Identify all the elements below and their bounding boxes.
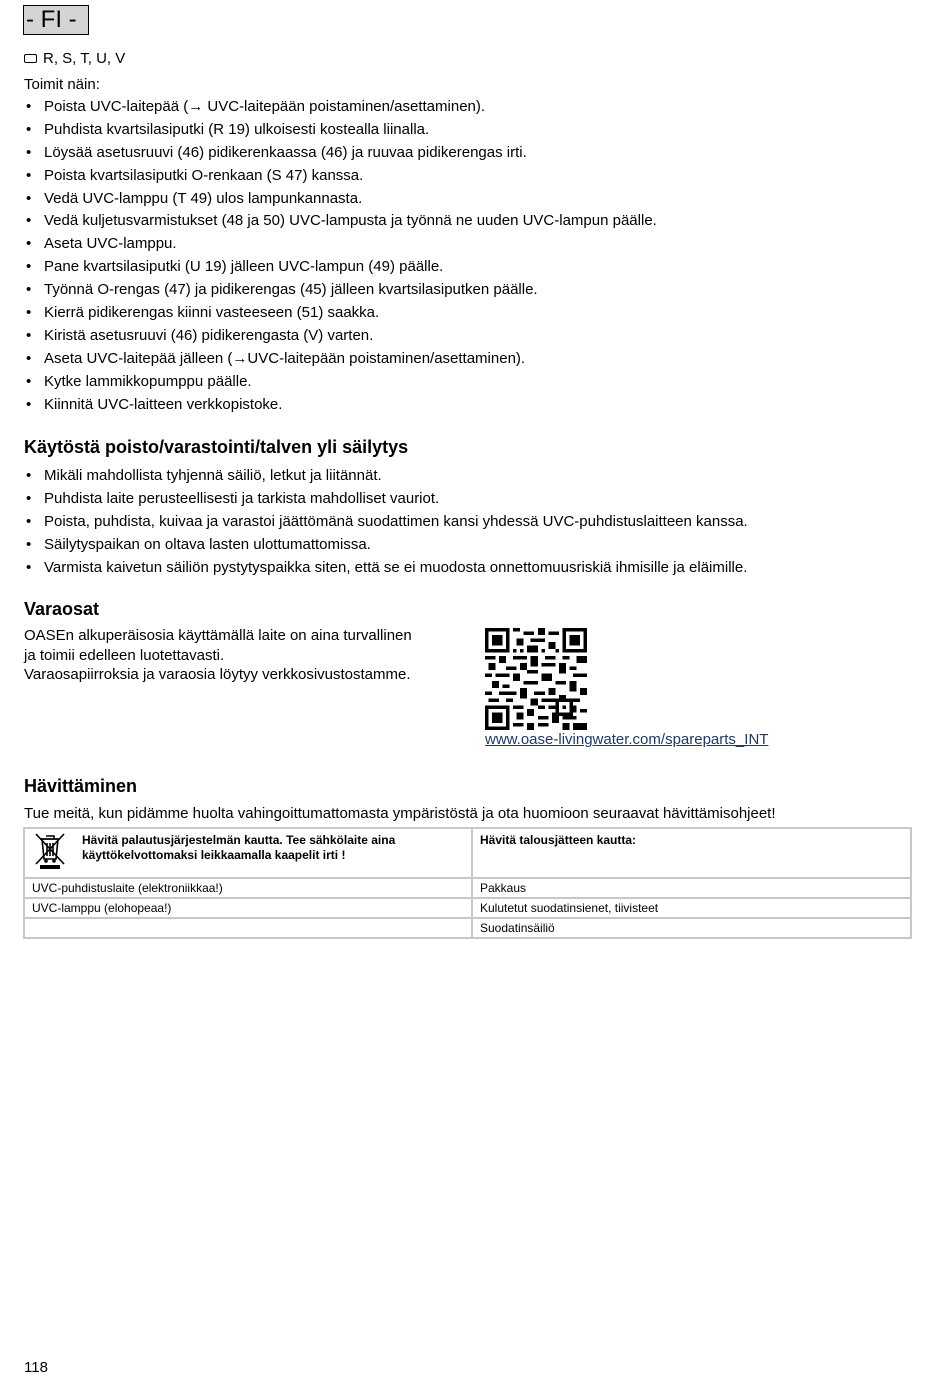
- spareparts-link[interactable]: www.oase-livingwater.com/spareparts_INT: [485, 731, 769, 748]
- table-cell: Suodatinsäiliö: [472, 918, 911, 938]
- disposal-table: [23, 827, 912, 939]
- list-item: • Kierrä pidikerengas kiinni vasteeseen (51) saakka.: [26, 304, 380, 322]
- table-cell: Hävitä talousjätteen kautta:: [472, 828, 911, 878]
- figure-box-icon: [24, 54, 37, 63]
- list-item: • Säilytyspaikan on oltava lasten ulottumattomissa.: [26, 535, 371, 553]
- list-item: • Varmista kaivetun säiliön pystytyspaikka siten, että se ei muodosta onnettomuusriskiä ihmisille ja eläimille.: [26, 558, 748, 576]
- spareparts-heading: Varaosat: [24, 599, 100, 619]
- list-item: • Mikäli mahdollista tyhjennä säiliö, letkut ja liitännät.: [26, 467, 382, 484]
- qr-code-icon[interactable]: [485, 628, 587, 730]
- spareparts-text: OASEn alkuperäisosia käyttämällä laite on aina turvallinen ja toimii edelleen luotettavasti. Varaosapiirroksia ja varaosia löytyy verkkosivustostamme.: [24, 627, 412, 683]
- figure-reference-text: R, S, T, U, V: [43, 50, 126, 67]
- table-cell: UVC-puhdistuslaite (elektroniikkaa!): [24, 878, 472, 898]
- disposal-heading: Hävittäminen: [24, 776, 138, 796]
- table-cell: Kulutetut suodatinsienet, tiivisteet: [472, 898, 911, 918]
- table-cell: UVC-lamppu (elohopeaa!): [24, 898, 472, 918]
- list-item: • Poista UVC-laitepää (→ UVC-laitepään poistaminen/asettaminen).: [26, 98, 486, 115]
- page-number: 118: [24, 1359, 48, 1376]
- table-cell: Pakkaus: [472, 878, 911, 898]
- figure-reference: [24, 50, 125, 67]
- storage-list: [24, 466, 748, 580]
- table-row: [24, 918, 911, 938]
- list-item: • Vedä UVC-lamppu (T 49) ulos lampunkannasta.: [26, 189, 363, 207]
- table-row: [24, 898, 911, 918]
- disposal-intro: Tue meitä, kun pidämme huolta vahingoittumattomasta ympäristöstä ja ota huomioon seuraavat hävittämisohjeet!: [24, 805, 776, 822]
- list-item: • Puhdista laite perusteellisesti ja tarkista mahdolliset vauriot.: [26, 489, 440, 507]
- list-item: • Työnnä O-rengas (47) ja pidikerengas (45) jälleen kvartsilasiputken päälle.: [26, 281, 538, 299]
- storage-heading: Käytöstä poisto/varastointi/talven yli säilytys: [24, 437, 409, 457]
- steps-list: [24, 97, 657, 417]
- list-item: • Kiristä asetusruuvi (46) pidikerengasta (V) varten.: [26, 326, 374, 344]
- list-item: • Poista kvartsilasiputki O-renkaan (S 47) kanssa.: [26, 166, 364, 184]
- list-item: • Kiinnitä UVC-laitteen verkkopistoke.: [26, 395, 283, 413]
- list-item: • Aseta UVC-lamppu.: [26, 235, 177, 253]
- list-item: • Puhdista kvartsilasiputki (R 19) ulkoisesti kostealla liinalla.: [26, 120, 430, 138]
- list-item: • Vedä kuljetusvarmistukset (48 ja 50) UVC-lampusta ja työnnä ne uuden UVC-lampun päälle.: [26, 212, 657, 230]
- language-tab: - FI -: [23, 5, 89, 35]
- list-item: • Pane kvartsilasiputki (U 19) jälleen UVC-lampun (49) päälle.: [26, 258, 444, 276]
- instructions-intro: Toimit näin:: [24, 76, 100, 93]
- list-item: • Aseta UVC-laitepää jälleen (→UVC-laitepään poistaminen/asettaminen).: [26, 349, 526, 367]
- table-row: [24, 878, 911, 898]
- list-item: • Poista, puhdista, kuivaa ja varastoi jäättömänä suodattimen kansi yhdessä UVC-puhdistuslaitteen kanssa.: [26, 512, 748, 530]
- table-header-row: [24, 828, 911, 878]
- table-cell: Hävitä palautusjärjestelmän kautta. Tee sähkölaite aina käyttökelvottomaksi leikkaamalla kaapelit irti !: [24, 828, 472, 878]
- list-item: • Löysää asetusruuvi (46) pidikerenkaassa (46) ja ruuvaa pidikerengas irti.: [26, 143, 527, 161]
- table-cell: [24, 918, 472, 938]
- list-item: • Kytke lammikkopumppu päälle.: [26, 372, 252, 390]
- weee-crossed-bin-icon: [32, 831, 68, 869]
